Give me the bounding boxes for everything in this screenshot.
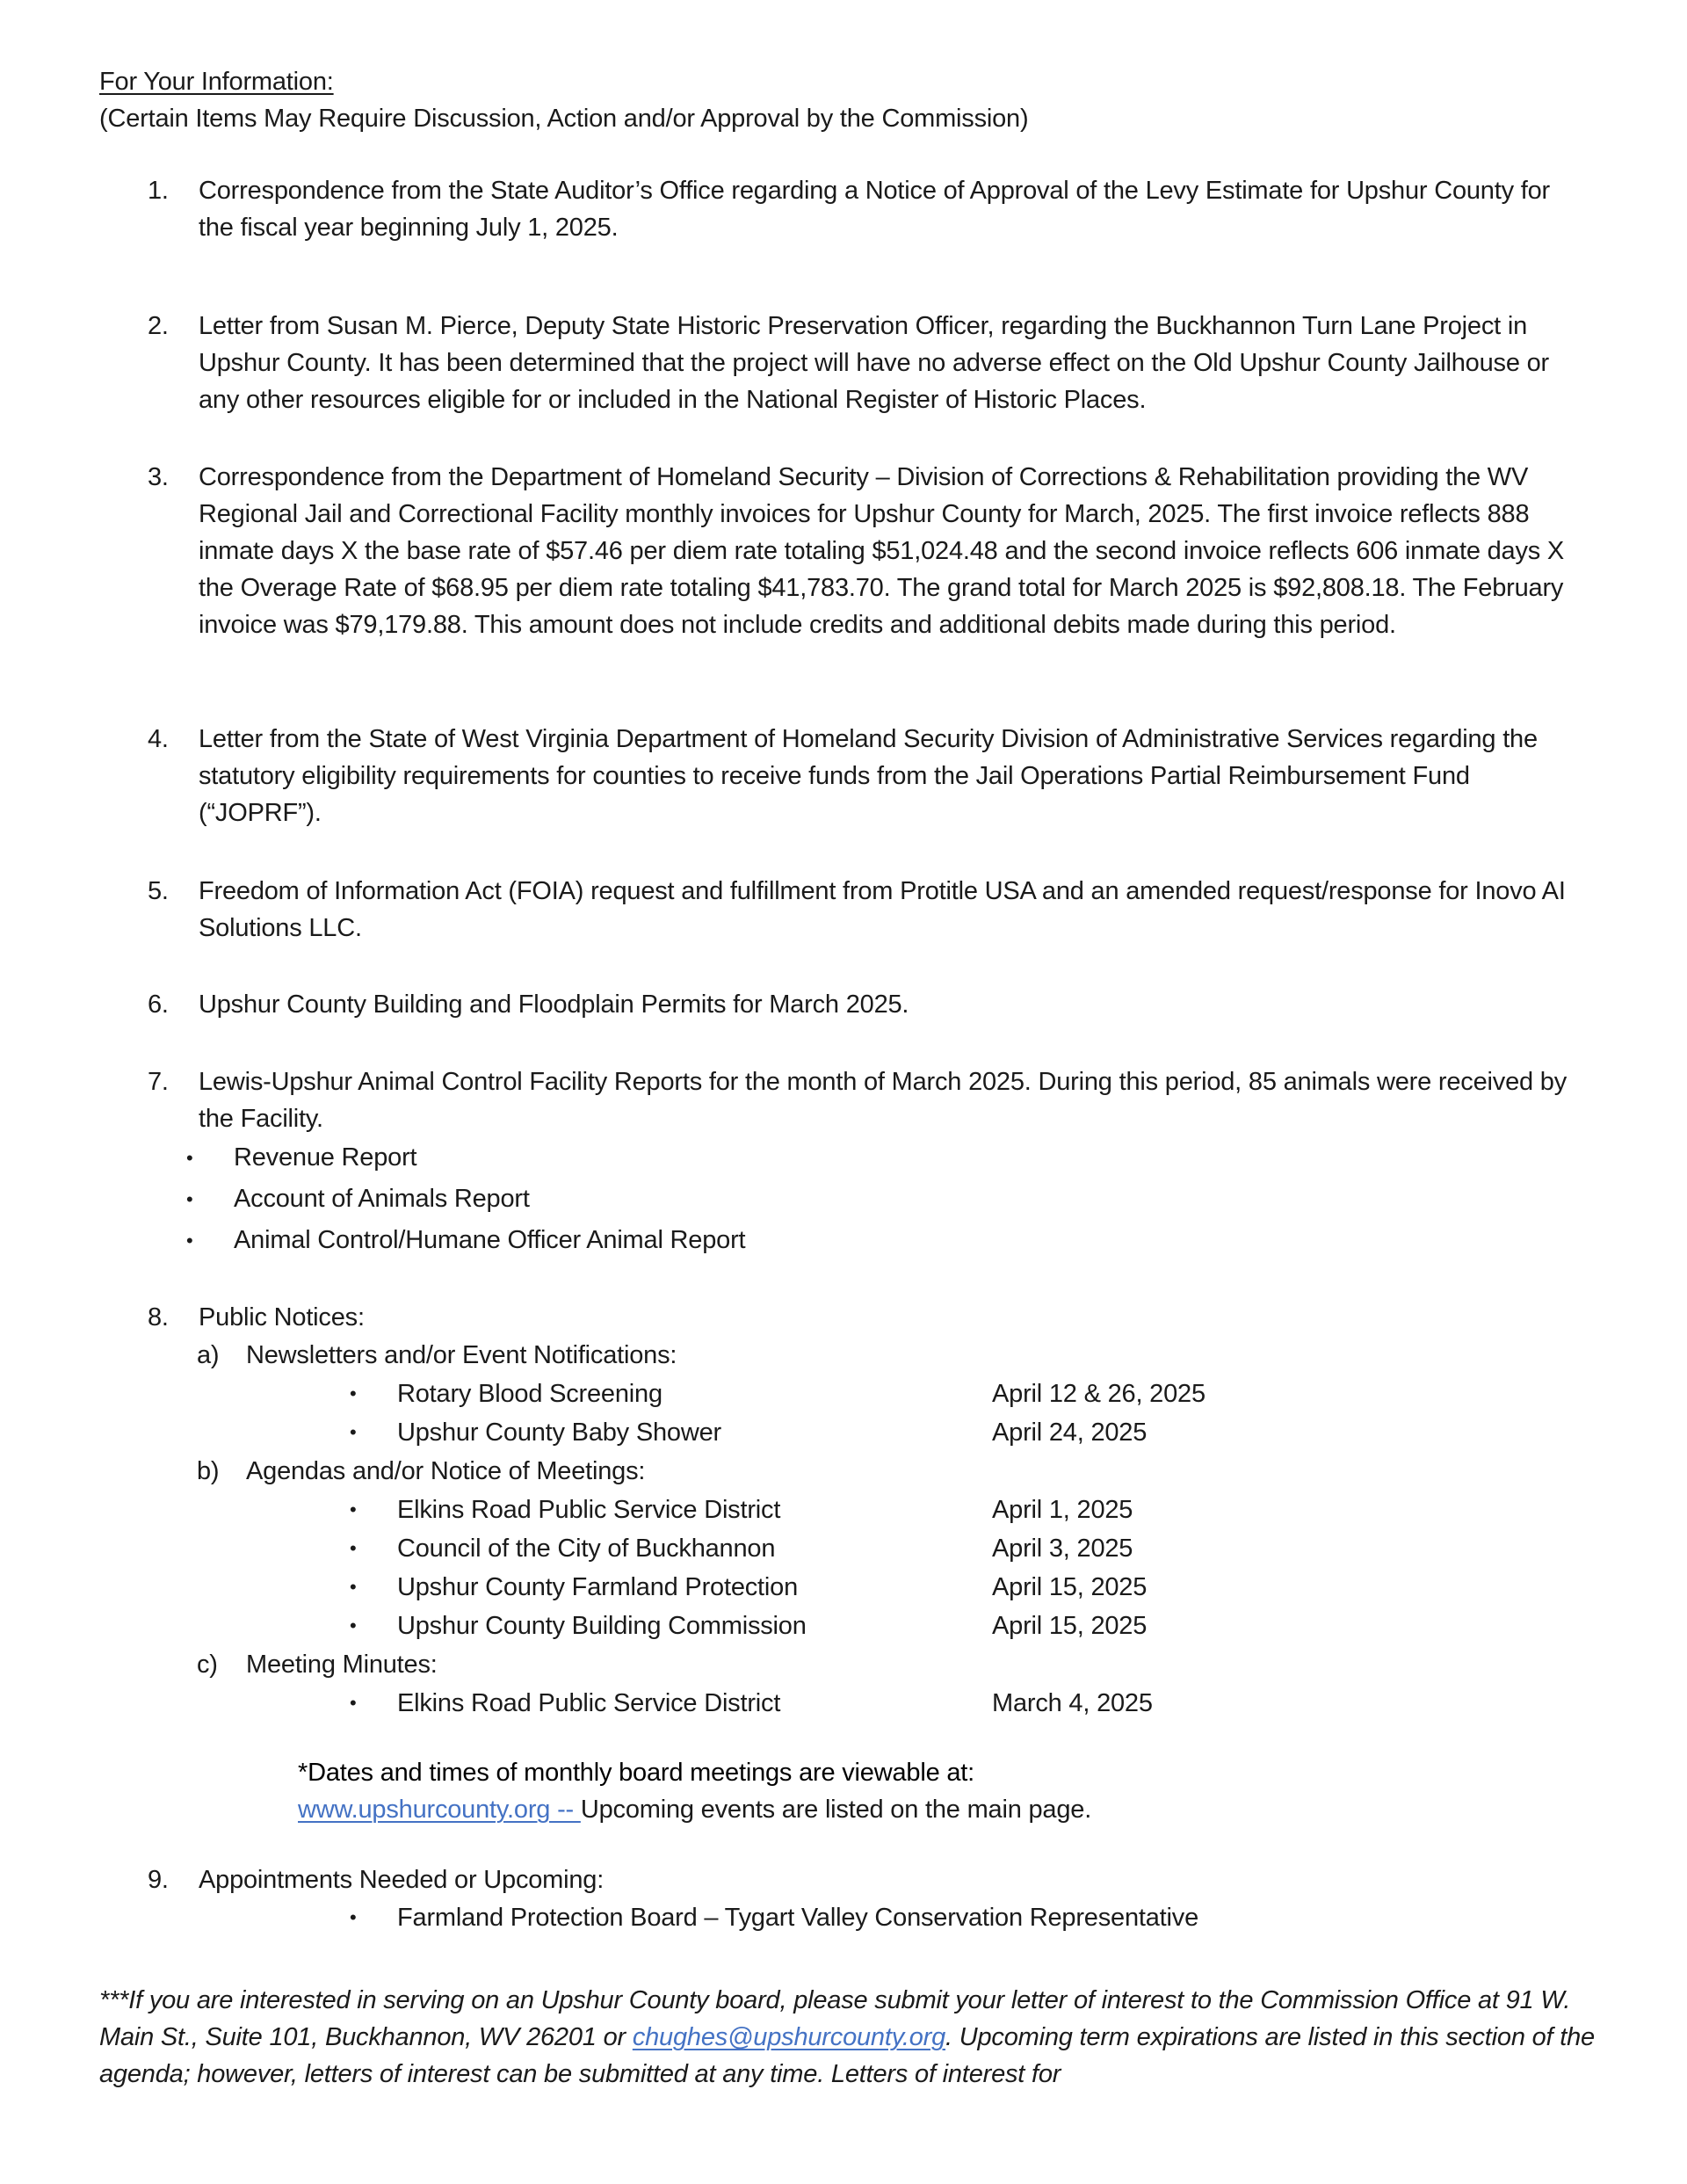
list-item	[148, 1220, 1589, 1261]
item-text: Appointments Needed or Upcoming:	[199, 1866, 605, 1894]
bullet-icon: •	[350, 1498, 357, 1520]
agenda-item-8	[148, 1299, 1589, 1723]
item-text: Correspondence from the State Auditor’s Office regarding a Notice of Approval of the Levy Estimate for Upshur County for the fiscal year beginning July 1, 2025.	[199, 177, 1550, 242]
board-interest-note	[99, 1982, 1611, 2093]
item-number: 7.	[148, 1068, 169, 1096]
subsection-agendas	[148, 1452, 1589, 1491]
list-item-label: Account of Animals Report	[234, 1185, 530, 1213]
notice-row	[148, 1684, 1589, 1723]
subsection-letter: a)	[197, 1341, 220, 1369]
item-text: Freedom of Information Act (FOIA) request and fulfillment from Protitle USA and an amended request/response for Inovo AI Solutions LLC.	[199, 877, 1566, 942]
notice-date: April 15, 2025	[992, 1612, 1148, 1640]
bullet-icon: •	[350, 1382, 357, 1404]
notice-row	[148, 1413, 1589, 1452]
heading-subtitle: (Certain Items May Require Discussion, Action and/or Approval by the Commission)	[99, 105, 1029, 133]
agenda-item-7	[148, 1063, 1589, 1261]
notice-name: Elkins Road Public Service District	[397, 1689, 781, 1717]
agenda-item-5	[148, 873, 1589, 947]
item-text: Letter from the State of West Virginia Department of Homeland Security Division of Administrative Services regarding the statutory eligibility requirements for counties to receive funds from the Jail Operations Partial Reimbursement Fund (“JOPRF”).	[199, 725, 1538, 827]
bullet-icon: •	[350, 1421, 357, 1443]
notice-name: Upshur County Baby Shower	[397, 1419, 721, 1447]
agenda-item-3	[148, 459, 1589, 643]
notice-date: April 24, 2025	[992, 1419, 1148, 1447]
item-number: 6.	[148, 990, 169, 1019]
agenda-item-6	[148, 986, 1589, 1023]
subsection-label: Meeting Minutes:	[246, 1651, 438, 1679]
subsection-letter: b)	[197, 1457, 220, 1485]
list-item	[148, 1179, 1589, 1220]
bullet-icon: •	[350, 1537, 357, 1559]
notice-name: Upshur County Building Commission	[397, 1612, 807, 1640]
subsection-newsletters	[148, 1336, 1589, 1375]
bullet-icon: •	[350, 1576, 357, 1598]
list-item-label: Revenue Report	[234, 1143, 417, 1172]
notice-row	[148, 1568, 1589, 1607]
notice-row	[148, 1491, 1589, 1529]
note-text-rest: Upcoming events are listed on the main page.	[580, 1796, 1092, 1824]
item-number: 8.	[148, 1303, 169, 1331]
website-link[interactable]: www.upshurcounty.org --	[298, 1796, 581, 1824]
agenda-item-2	[148, 308, 1589, 418]
notice-date: April 12 & 26, 2025	[992, 1380, 1206, 1408]
bullet-icon: •	[186, 1230, 193, 1252]
list-item	[148, 1137, 1589, 1179]
item-number: 5.	[148, 877, 169, 905]
item-number: 9.	[148, 1866, 169, 1894]
notice-row	[148, 1375, 1589, 1413]
meetings-note	[298, 1754, 1091, 1828]
report-list	[148, 1137, 1589, 1261]
item-text: Lewis-Upshur Animal Control Facility Reports for the month of March 2025. During this period, 85 animals were received by the Facility.	[199, 1068, 1568, 1133]
footer-text: ***If you are interested in serving on an Upshur County board, please submit your letter of interest to the Commission Office at 91 W. Main St., Suite 101, Buckhannon, WV 26201 or	[99, 1986, 1571, 2051]
bullet-icon: •	[350, 1614, 357, 1636]
bullet-icon: •	[350, 1906, 357, 1928]
item-number: 3.	[148, 463, 169, 491]
subsection-letter: c)	[197, 1651, 218, 1679]
agenda-item-4	[148, 721, 1589, 831]
notice-date: April 3, 2025	[992, 1535, 1133, 1563]
notice-row	[148, 1607, 1589, 1645]
notice-name: Rotary Blood Screening	[397, 1380, 662, 1408]
item-text: Upshur County Building and Floodplain Permits for March 2025.	[199, 990, 909, 1019]
bullet-icon: •	[186, 1147, 193, 1169]
heading-title: For Your Information:	[99, 68, 334, 96]
notice-row	[148, 1529, 1589, 1568]
notice-name: Elkins Road Public Service District	[397, 1496, 781, 1524]
note-text: *Dates and times of monthly board meetings are viewable at:	[298, 1759, 974, 1787]
item-text: Correspondence from the Department of Homeland Security – Division of Corrections & Rehabilitation providing the WV Regional Jail and Correctional Facility monthly invoices for Upshur County for March, 2025. The first invoice reflects 888 inmate days X the base rate of $57.46 per diem rate totaling $51,024.48 and the second invoice reflects 606 inmate days X the Overage Rate of $68.95 per diem rate totaling $41,783.70. The grand total for March 2025 is $92,808.18. The February invoice was $79,179.88. This amount does not include credits and additional debits made during this period.	[199, 463, 1565, 639]
email-link[interactable]: chughes@upshurcounty.org	[632, 2023, 946, 2051]
list-item-label: Animal Control/Humane Officer Animal Report	[234, 1226, 746, 1254]
appointment-name: Farmland Protection Board – Tygart Valley Conservation Representative	[397, 1904, 1198, 1932]
item-number: 4.	[148, 725, 169, 753]
notice-name: Upshur County Farmland Protection	[397, 1573, 798, 1601]
footer-text-rest: . Upcoming term expirations are listed in this section of the agenda; however, letters of interest can be submitted at any time. Letters of interest for	[99, 2023, 1595, 2088]
notice-date: April 1, 2025	[992, 1496, 1133, 1524]
agenda-item-9	[148, 1861, 1589, 1937]
notice-date: April 15, 2025	[992, 1573, 1148, 1601]
notice-date: March 4, 2025	[992, 1689, 1153, 1717]
item-text: Letter from Susan M. Pierce, Deputy State Historic Preservation Officer, regarding the Buckhannon Turn Lane Project in Upshur County. It has been determined that the project will have no adverse effect on the Old Upshur County Jailhouse or any other resources eligible for or included in the National Register of Historic Places.	[199, 312, 1549, 414]
subsection-minutes	[148, 1645, 1589, 1684]
item-number: 2.	[148, 312, 169, 340]
item-text: Public Notices:	[199, 1303, 365, 1331]
bullet-icon: •	[350, 1692, 357, 1714]
section-heading	[99, 63, 1028, 137]
appointment-row	[148, 1898, 1589, 1937]
notice-name: Council of the City of Buckhannon	[397, 1535, 776, 1563]
agenda-item-1	[148, 172, 1589, 246]
subsection-label: Agendas and/or Notice of Meetings:	[246, 1457, 646, 1485]
item-number: 1.	[148, 177, 169, 205]
subsection-label: Newsletters and/or Event Notifications:	[246, 1341, 677, 1369]
bullet-icon: •	[186, 1188, 193, 1210]
